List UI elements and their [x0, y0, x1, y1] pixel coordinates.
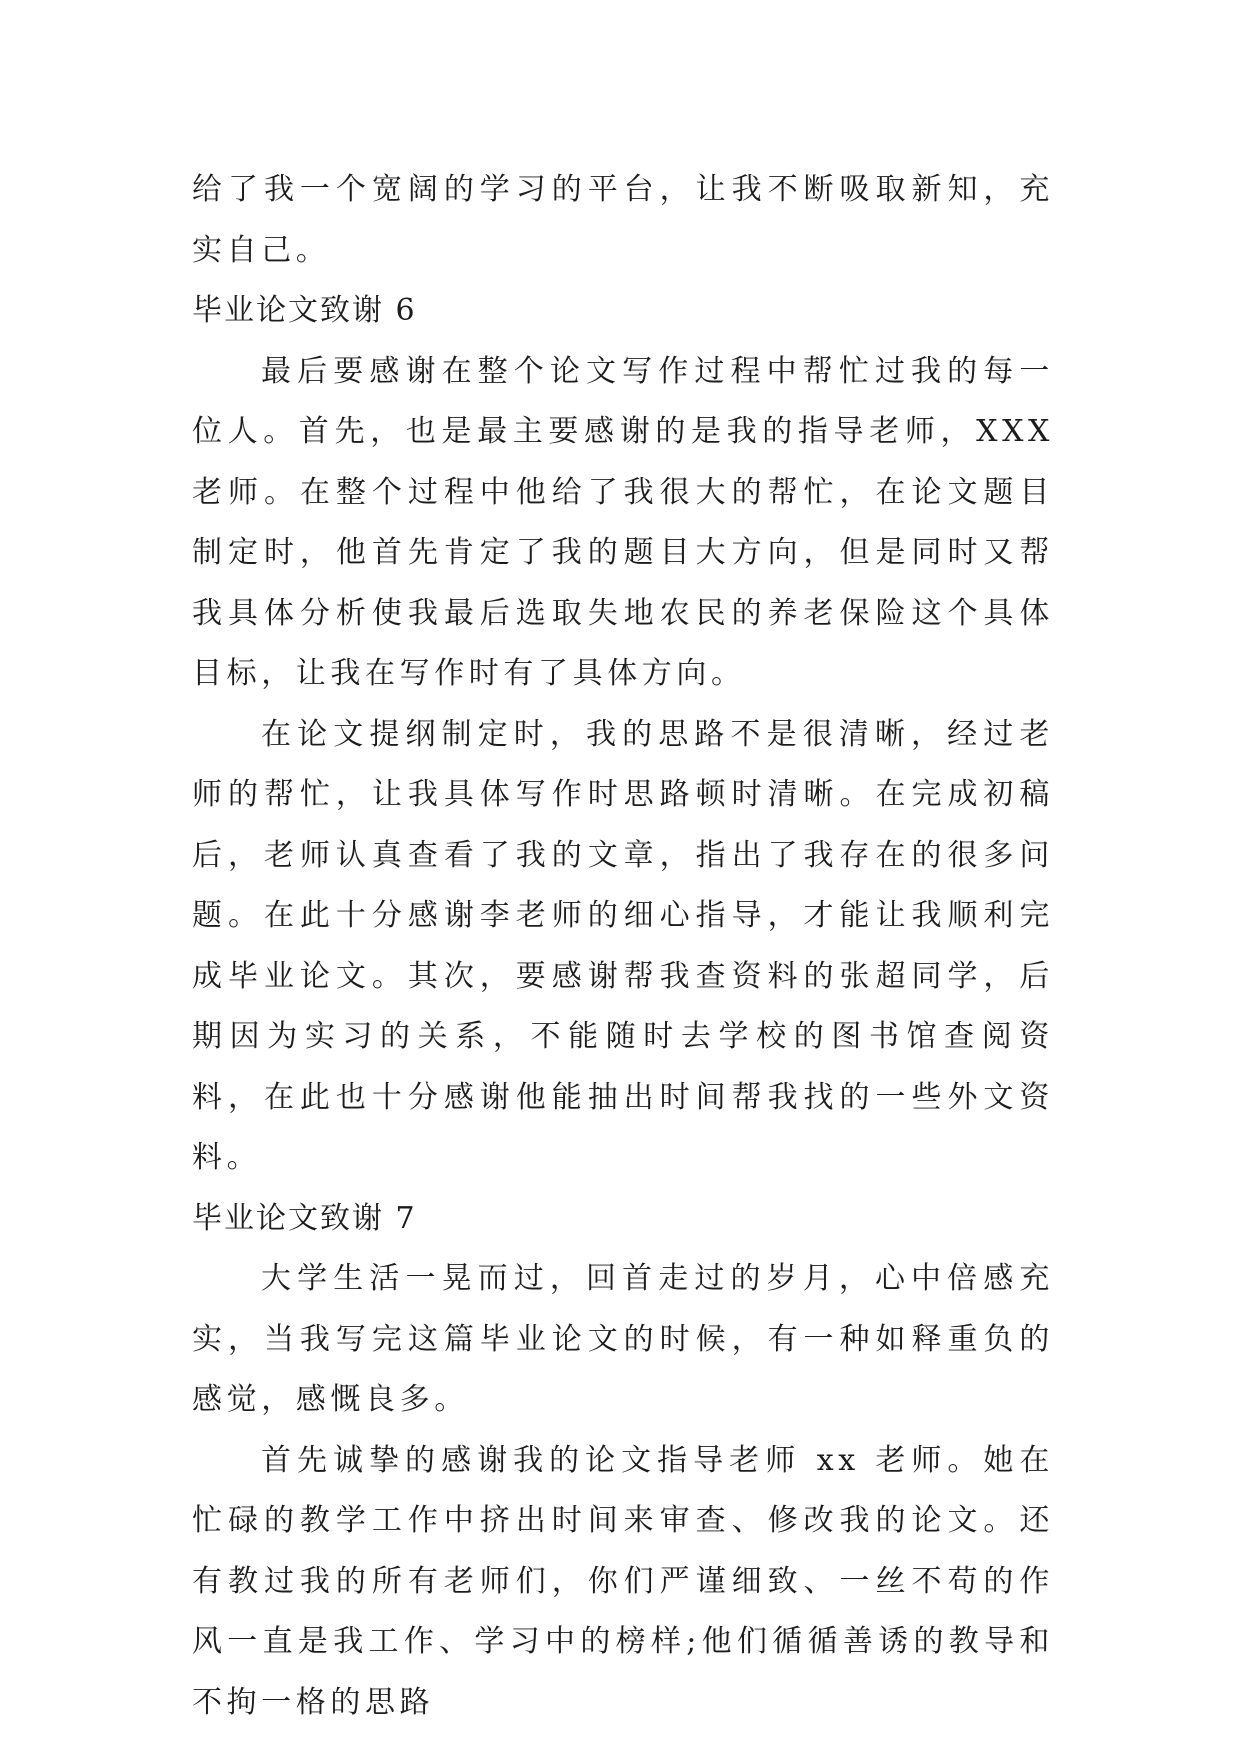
paragraph-thanks-outline-and-classmate: 在论文提纲制定时，我的思路不是很清晰，经过老师的帮忙，让我具体写作时思路顿时清晰。在完成初稿后，老师认真查看了我的文章，指出了我存在的很多问题。在此十分感谢李老师的细心指导，才能让我顺利完成毕业论文。其次，要感谢帮我查资料的张超同学，后期因为实习的关系，不能随时去学校的图书馆查阅资料，在此也十分感谢他能抽出时间帮我找的一些外文资料。 [192, 716, 1054, 1175]
paragraph-continuation: 给了我一个宽阔的学习的平台，让我不断吸取新知，充实自己。 [192, 172, 1054, 268]
paragraph-thanks-supervisor: 最后要感谢在整个论文写作过程中帮忙过我的每一位人。首先，也是最主要感谢的是我的指导老师，XXX 老师。在整个过程中他给了我很大的帮忙，在论文题目制定时，他首先肯定了我的题目大方向，但是同时又帮我具体分析使我最后选取失地农民的养老保险这个具体目标，让我在写作时有了具体方向。 [192, 353, 1054, 691]
paragraph-university-life: 大学生活一晃而过，回首走过的岁月，心中倍感充实，当我写完这篇毕业论文的时候，有一种如释重负的感觉，感慨良多。 [192, 1261, 1054, 1417]
section-heading-7: 毕业论文致谢 7 [192, 1200, 417, 1236]
paragraph-thanks-teachers: 首先诚挚的感谢我的论文指导老师 xx 老师。她在忙碌的教学工作中挤出时间来审查、修改我的论文。还有教过我的所有老师们，你们严谨细致、一丝不苟的作风一直是我工作、学习中的榜样;他们循循善诱的教导和不拘一格的思路 [192, 1442, 1054, 1720]
document-body [192, 160, 1054, 1733]
section-heading-6: 毕业论文致谢 6 [192, 293, 417, 328]
